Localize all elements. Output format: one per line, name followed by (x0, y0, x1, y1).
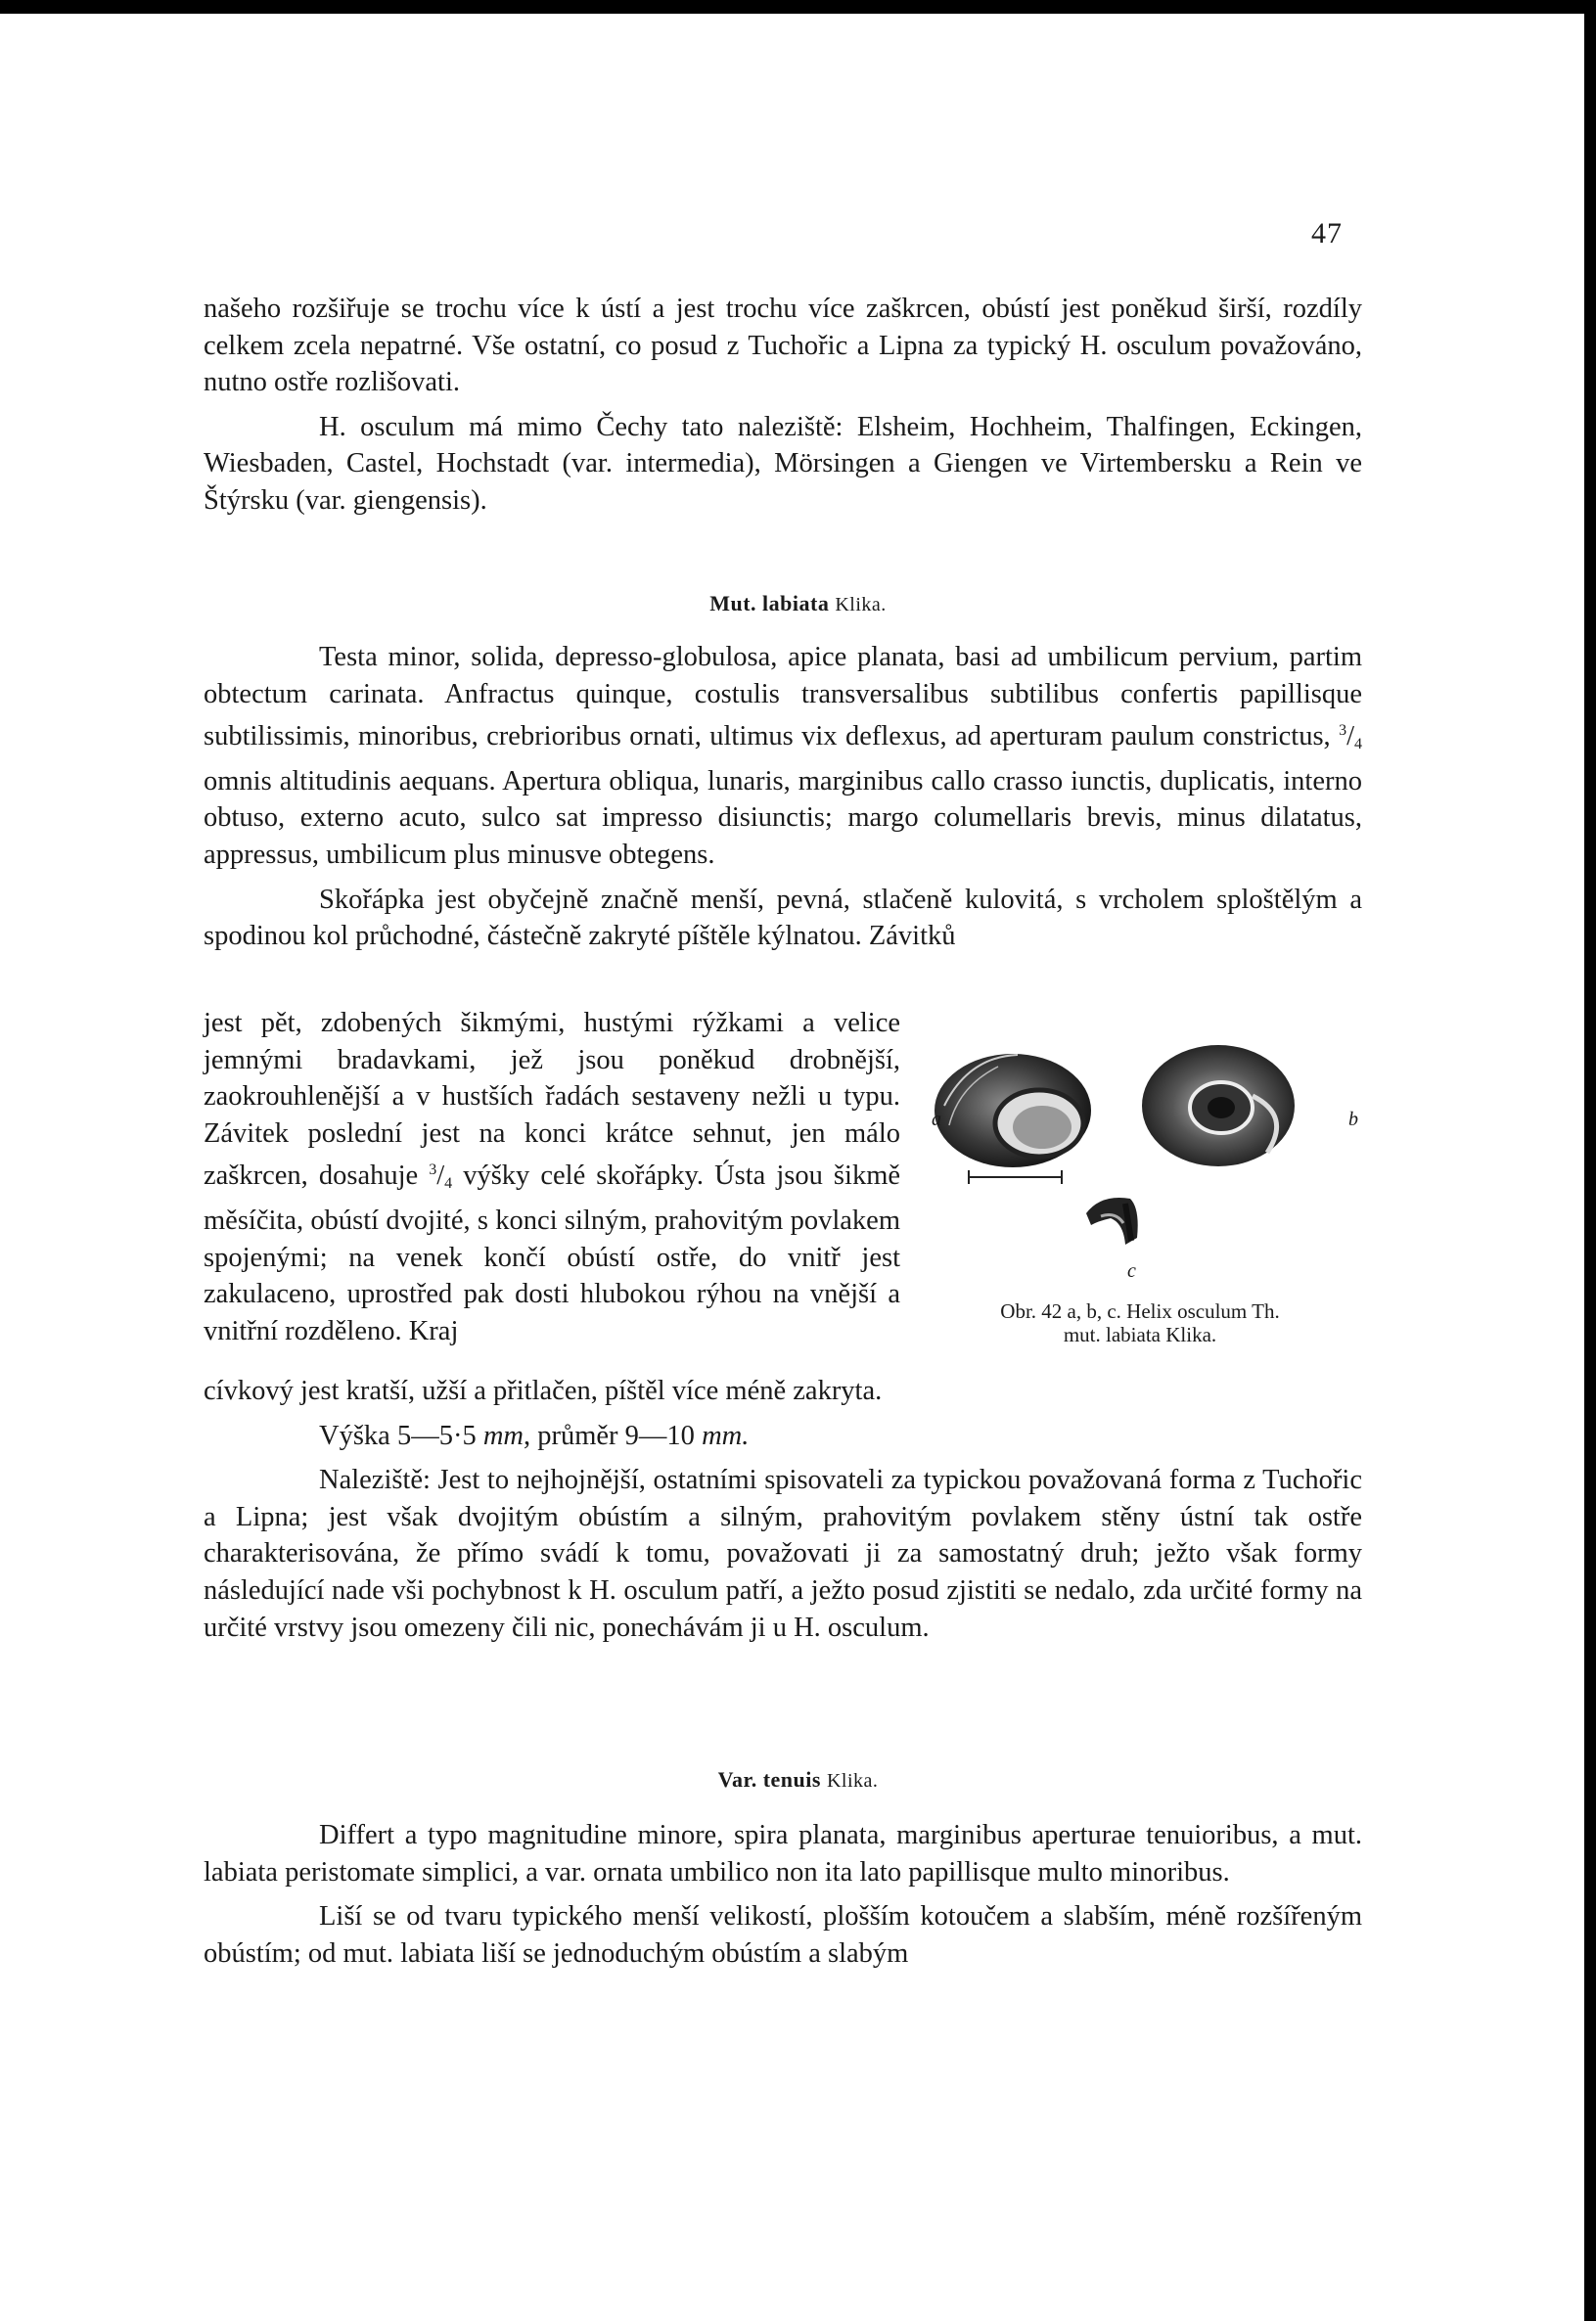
fraction-numerator: 3 (1339, 722, 1347, 740)
text-block-bottom (204, 1817, 1362, 1972)
paragraph-czech-tenuis: Liší se od tvaru typického menší velikostí, plošším kotoučem a slabším, méně rozšířeným obústím; od mut. labiata liší se jednoduchým obústím a slabým (204, 1901, 1362, 1969)
shell-c-drawing (1086, 1198, 1138, 1245)
size-text-b: , průměr 9—10 (524, 1420, 695, 1451)
text-block-top (204, 291, 1362, 520)
paragraph-latin-tenuis: Differt a typo magnitudine minore, spira planata, marginibus aperturae tenuioribus, a mut. labiata peristomate simplici, a var. ornata umbilico non ita lato papillisque multo minoribus. (204, 1820, 1362, 1888)
heading-author: Klika. (835, 594, 887, 615)
paragraph-latin-description: Testa minor, solida, depresso-globulosa, apice planata, basi ad umbilicum pervium, partim obtectum carinata. Anfractus quinque, costulis transversalibus subtilibus confertis papillisque subtilissimis, minoribus, crebrioribus ornati, ultimus vix deflexus, ad aperturam paulum constrictus, $^3/_4$ omnis altitudinis aequans. Apertura obliqua, lunaris, marginibus callo crasso iunctis, duplicatis, interno obtuso, externo acuto, sulco sat impresso disiunctis; margo columellaris brevis, minus dilatatus, appressus, umbilicum plus minusve obtegens. (204, 642, 1362, 870)
paragraph-czech-description-start: Skořápka jest obyčejně značně menší, pevná, stlačeně kulovitá, s vrcholem sploštělým a spodinou kol průchodné, částečně zakryté píštěle kýlnatou. Závitků (204, 884, 1362, 952)
figure-label-b: b (1348, 1109, 1358, 1130)
figure-label-c: c (1127, 1260, 1136, 1282)
paragraph-naleziste: Naleziště: Jest to nejhojnější, ostatními spisovateli za typickou považovaná forma z Tuchořic a Lipna; jest však dvojitým obústím a silným, prahovitým povlakem stěny ústní tak ostře charakterisována, že přímo svádí k tomu, považovati ji za samostatný druh; ježto však formy následující nade vši pochybnost k H. osculum patří, a ježto posud zjistiti se nedalo, zda určité formy na určité vrstvy jsou omezeny čili nic, ponechávám ji u H. osculum. (204, 1465, 1362, 1643)
fraction-denominator: 4 (1354, 736, 1362, 753)
paragraph-czech-description-end: cívkový jest kratší, užší a přitlačen, píštěl více méně zakryta. (204, 1376, 883, 1406)
text-block-wrapped (204, 1005, 900, 1349)
size-unit: mm (482, 1420, 524, 1451)
text-block-after-figure (204, 1373, 1362, 1646)
scan-border-top (0, 0, 1596, 14)
latin-text-a: Testa minor, solida, depresso-globulosa, apice planata, basi ad umbilicum pervium, partim obtectum carinata. Anfractus quinque, costulis transversalibus subtilibus confertis papillisque subtilissimis, minoribus, crebrioribus ornati, ultimus vix deflexus, ad aperturam paulum constrictus, (204, 642, 1362, 752)
figure-caption (925, 1299, 1355, 1346)
scan-border-right (1584, 0, 1596, 2321)
figure-shells (930, 1037, 1341, 1331)
paragraph-localities: H. osculum má mimo Čechy tato naleziště: Elsheim, Hochheim, Thalfingen, Eckingen, Wiesbaden, Castel, Hochstadt (var. intermedia), Mörsingen a Giengen ve Virtembersku a Rein ve Štýrsku (var. giengensis). (204, 411, 1362, 516)
page-number: 47 (1311, 217, 1343, 250)
figure-label-a: a (932, 1109, 941, 1130)
paragraph-czech-description-wrap: jest pět, zdobených šikmými, hustými rýžkami a velice jemnými bradavkami, jež jsou poněkud drobnější, zaokrouhlenější a v hustších řadách sestaveny nežli u typu. Závitek poslední jest na konci krátce sehnut, jen málo zaškrcen, dosahuje $^3/_4$ výšky celé skořápky. Ústa jsou šikmě měsíčita, obústí dvojité, s konci silným, prahovitým povlakem spojenými; na venek končí obústí ostře, do vnitř jest zakulaceno, uprostřed pak dosti hlubokou rýhou na vnější a vnitřní rozděleno. Kraj (204, 1008, 901, 1346)
wrap-text-b: výšky celé skořápky. Ústa jsou šikmě měsíčita, obústí dvojité, s konci silným, prahovitým povlakem spojenými; na venek končí obústí ostře, do vnitř jest zakulaceno, uprostřed pak dosti hlubokou rýhou na vnější a vnitřní rozděleno. Kraj (204, 1160, 901, 1346)
figure-caption-line2: mut. labiata Klika. (1063, 1323, 1217, 1346)
fraction-numerator: 3 (429, 1161, 437, 1179)
paragraph-continuation: našeho rozšiřuje se trochu více k ústí a jest trochu více zaškrcen, obústí jest poněkud širší, rozdíly celkem zcela nepatrné. Vše ostatní, co posud z Tuchořic a Lipna za typický H. osculum považováno, nutno ostře rozlišovati. (204, 294, 1362, 398)
size-unit: mm. (702, 1420, 750, 1451)
text-block-latin (204, 639, 1362, 955)
wrap-text-a: jest pět, zdobených šikmými, hustými rýžkami a velice jemnými bradavkami, jež jsou poněkud drobnější, zaokrouhlenější a v hustších řadách sestaveny nežli u typu. Závitek poslední jest na konci krátce sehnut, jen málo zaškrcen, dosahuje (204, 1008, 900, 1192)
figure-caption-line1: Obr. 42 a, b, c. Helix osculum Th. (1000, 1299, 1280, 1323)
fraction-denominator: 4 (444, 1175, 453, 1193)
shell-a-drawing (935, 1054, 1091, 1167)
paragraph-size (204, 1418, 1362, 1455)
shell-b-drawing (1142, 1045, 1295, 1166)
heading-title: Mut. labiata (709, 591, 830, 615)
section-heading-var-tenuis (0, 1767, 1596, 1793)
latin-text-b: omnis altitudinis aequans. Apertura obliqua, lunaris, marginibus callo crasso iunctis, duplicatis, interno obtuso, externo acuto, sulco sat impresso disiunctis; margo columellaris brevis, minus dilatatus, appressus, umbilicum plus minusve obtegens. (204, 765, 1362, 870)
scale-bar (969, 1170, 1062, 1184)
heading-author: Klika. (826, 1770, 879, 1792)
size-text-a: Výška 5—5·5 (319, 1420, 477, 1451)
section-heading-mut-labiata (0, 591, 1596, 616)
heading-title: Var. tenuis (717, 1767, 821, 1792)
